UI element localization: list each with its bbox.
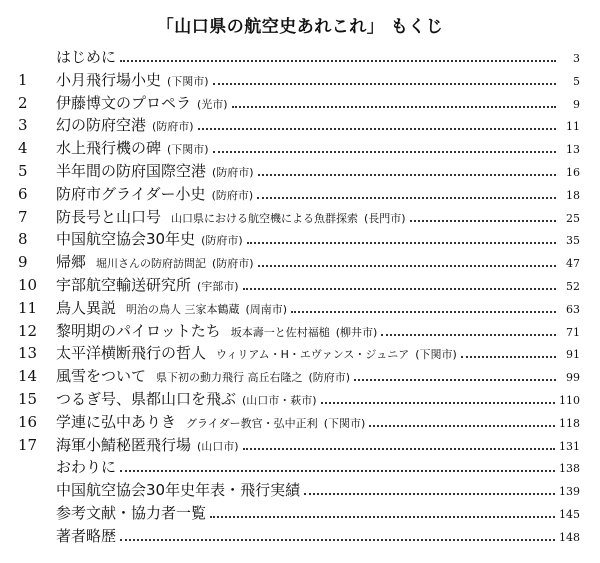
page-number: 91 [566, 348, 580, 362]
toc-entry [18, 388, 580, 411]
toc-entry [18, 206, 580, 229]
chapter-location: (周南市) [245, 302, 288, 316]
page-number: 138 [559, 462, 580, 476]
toc-entry [18, 160, 580, 183]
chapter-number: 2 [18, 93, 28, 112]
chapter-location: (光市) [197, 97, 228, 111]
chapter-number: 5 [18, 161, 28, 180]
chapter-location: (防府市) [308, 371, 351, 385]
dot-leader [291, 311, 556, 313]
page-number: 25 [566, 211, 580, 225]
chapter-title: 宇部航空輸送研究所 [56, 275, 192, 294]
dot-leader [120, 60, 556, 62]
dot-leader [210, 516, 555, 518]
chapter-subtitle: 堀川さんの防府訪問記 [96, 257, 207, 271]
dot-leader [321, 402, 555, 404]
chapter-location: (宇部市) [197, 279, 239, 293]
chapter-number: 3 [18, 116, 28, 135]
chapter-location: (防府市) [212, 257, 254, 271]
chapter-location: (長門市) [364, 211, 406, 225]
chapter-number: 4 [18, 139, 28, 158]
chapter-title: 風雪をついて [56, 367, 147, 386]
chapter-number: 6 [18, 184, 28, 203]
chapter-number: 11 [18, 298, 38, 317]
page-number: 131 [559, 439, 580, 453]
toc-entry [18, 411, 580, 434]
page-number: 99 [566, 371, 580, 385]
toc-entry [18, 228, 580, 251]
chapter-title: 鳥人異説 [56, 298, 117, 317]
page-number: 110 [559, 393, 580, 407]
chapter-title: 幻の防府空港 [56, 116, 147, 135]
chapter-number: 17 [18, 435, 38, 454]
page-number: 145 [559, 507, 580, 521]
chapter-location: (下関市) [323, 416, 366, 430]
toc-entry [18, 297, 580, 320]
page-title: 「山口県の航空史あれこれ」 もくじ [156, 17, 444, 37]
page-number: 35 [566, 234, 580, 248]
chapter-location: (下関市) [415, 348, 457, 362]
page-number: 139 [559, 485, 580, 499]
page-number: 16 [566, 165, 580, 179]
chapter-location: (山口市) [197, 439, 239, 453]
toc-entry [18, 342, 580, 365]
dot-leader [247, 242, 556, 244]
toc-entry [18, 46, 580, 69]
chapter-number: 15 [18, 389, 38, 408]
chapter-title: 水上飛行機の碑 [56, 139, 162, 158]
dot-leader [198, 128, 556, 130]
page-number: 47 [566, 257, 580, 271]
chapter-number: 1 [18, 70, 28, 89]
dot-leader [243, 448, 555, 450]
table-of-contents [18, 46, 580, 548]
dot-leader [258, 265, 556, 267]
toc-entry [18, 69, 580, 92]
chapter-subtitle: 県下初の動力飛行 高丘右隆之 [156, 371, 303, 385]
chapter-title: 著者略歴 [56, 526, 117, 545]
chapter-title: 学連に弘中ありき [56, 412, 177, 431]
toc-entry [18, 114, 580, 137]
toc-entry [18, 183, 580, 206]
page-number: 63 [566, 302, 580, 316]
dot-leader [232, 106, 556, 108]
toc-entry [18, 525, 580, 548]
page-number: 5 [573, 74, 580, 88]
chapter-title: 伊藤博文のプロペラ [56, 93, 192, 112]
page-number: 11 [566, 120, 580, 134]
dot-leader [258, 174, 556, 176]
chapter-title: 中国航空協会30年史年表・飛行実績 [56, 481, 301, 500]
chapter-title: 防長号と山口号 [56, 207, 162, 226]
page-number: 52 [566, 279, 580, 293]
toc-entry [18, 502, 580, 525]
page-number: 18 [566, 188, 580, 202]
chapter-subtitle: グライダー教官・弘中正利 [186, 416, 318, 430]
chapter-title: 参考文献・協力者一覧 [56, 503, 207, 522]
toc-entry [18, 456, 580, 479]
toc-entry [18, 434, 580, 457]
chapter-number: 7 [18, 207, 28, 226]
chapter-location: (下関市) [167, 143, 209, 157]
toc-entry [18, 365, 580, 388]
dot-leader [257, 197, 556, 199]
chapter-number: 16 [18, 412, 38, 431]
chapter-number: 10 [18, 275, 38, 294]
chapter-title: おわりに [56, 458, 117, 477]
dot-leader [304, 493, 555, 495]
chapter-title: 半年間の防府国際空港 [56, 161, 207, 180]
dot-leader [410, 220, 556, 222]
chapter-number: 14 [18, 367, 38, 386]
chapter-title: 黎明期のパイロットたち [56, 321, 221, 340]
chapter-number: 13 [18, 344, 38, 363]
chapter-location: (下関市) [167, 74, 209, 88]
dot-leader [461, 356, 556, 358]
chapter-number: 8 [18, 230, 28, 249]
chapter-location: (柳井市) [335, 325, 378, 339]
chapter-location: (山口市・萩市) [242, 393, 317, 407]
dot-leader [369, 425, 555, 427]
chapter-title: 小月飛行場小史 [56, 70, 162, 89]
toc-entry [18, 92, 580, 115]
chapter-title: 防府市グライダー小史 [56, 184, 206, 203]
dot-leader [120, 539, 555, 541]
chapter-title: 太平洋横断飛行の哲人 [56, 344, 207, 363]
page-number: 13 [566, 143, 580, 157]
dot-leader [213, 151, 556, 153]
chapter-location: (防府市) [152, 120, 194, 134]
chapter-subtitle: 明治の鳥人 三家本鶴蔵 [126, 302, 240, 316]
toc-entry [18, 479, 580, 502]
chapter-title: 海軍小鯖秘匿飛行場 [56, 435, 192, 454]
page-number: 9 [573, 97, 580, 111]
dot-leader [243, 288, 556, 290]
chapter-number: 9 [18, 253, 28, 272]
chapter-subtitle: ウィリアム・H・エヴァンス・ジュニア [216, 348, 410, 362]
toc-entry [18, 320, 580, 343]
dot-leader [381, 334, 556, 336]
page-number: 118 [559, 416, 580, 430]
chapter-title: はじめに [56, 48, 117, 66]
toc-entry [18, 251, 580, 274]
chapter-subtitle: 山口県における航空機による魚群探索 [171, 211, 359, 225]
toc-entry [18, 137, 580, 160]
chapter-title: 帰郷 [56, 253, 87, 272]
chapter-location: (防府市) [211, 188, 254, 202]
page-number: 3 [573, 52, 580, 65]
chapter-title: つるぎ号、県都山口を飛ぶ [56, 389, 237, 408]
toc-entry [18, 274, 580, 297]
chapter-subtitle: 坂本壽一と佐村福槌 [230, 325, 330, 339]
dot-leader [354, 379, 556, 381]
page-number: 71 [566, 325, 580, 339]
chapter-number: 12 [18, 321, 38, 340]
chapter-title: 中国航空協会30年史 [56, 230, 196, 249]
dot-leader [120, 470, 555, 472]
chapter-location: (防府市) [201, 234, 243, 248]
page-number: 148 [559, 530, 580, 544]
dot-leader [213, 83, 556, 85]
chapter-location: (防府市) [212, 165, 254, 179]
